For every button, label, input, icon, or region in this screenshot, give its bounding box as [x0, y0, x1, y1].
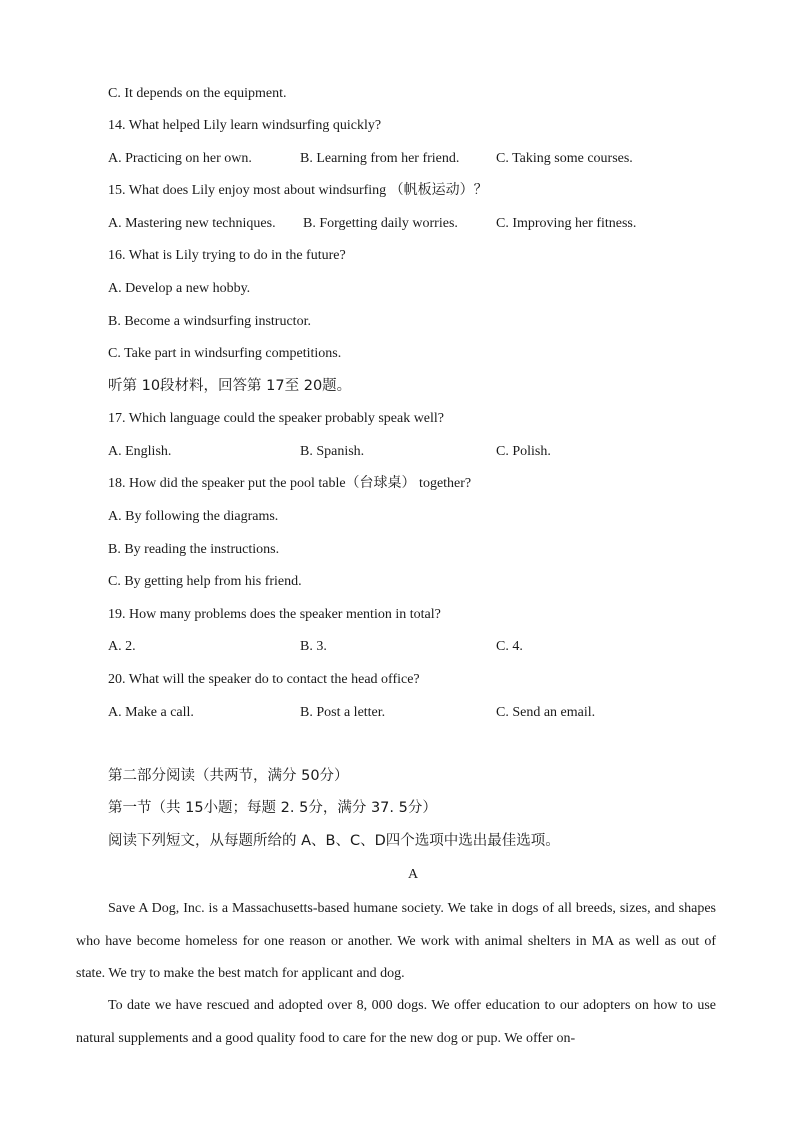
- q15-option-b: B. Forgetting daily worries.: [303, 216, 458, 231]
- material-10-instruction: 听第 10段材料，回答第 17至 20题。: [108, 378, 352, 394]
- passage-paragraph-2: To date we have rescued and adopted over 8, 000 dogs. We offer education to our adopters on how to use natural supplements and a good quality food to care for the new dog or pup. We offer on-: [76, 998, 716, 1046]
- q20-option-b: B. Post a letter.: [300, 705, 386, 720]
- q17-option-b: B. Spanish.: [300, 444, 365, 459]
- q14-option-c: C. Taking some courses.: [496, 151, 633, 166]
- q15-option-a: A. Mastering new techniques.: [108, 216, 276, 231]
- q15-question: 15. What does Lily enjoy most about windsurfing （帆板运动）？: [108, 183, 488, 198]
- q20-option-c: C. Send an email.: [496, 705, 596, 720]
- passage-paragraph-1: Save A Dog, Inc. is a Massachusetts-based humane society. We take in dogs of all breeds, sizes, and shapes who have become homeless for one reason or another. We work with animal shelters in MA as well as out of state. We try to make the best match for applicant and dog.: [76, 901, 716, 982]
- q18-option-b: B. By reading the instructions.: [108, 542, 280, 557]
- q18-question: 18. How did the speaker put the pool table（台球桌） together?: [108, 476, 472, 491]
- q18-option-a: A. By following the diagrams.: [108, 509, 279, 524]
- q16-option-b: B. Become a windsurfing instructor.: [108, 314, 311, 329]
- part2-heading: 第二部分阅读（共两节，满分 50分）: [108, 768, 349, 784]
- q16-question: 16. What is Lily trying to do in the future?: [108, 248, 346, 263]
- q13-option-c: C. It depends on the equipment.: [108, 86, 287, 101]
- q14-option-b: B. Learning from her friend.: [300, 151, 460, 166]
- q20-option-a: A. Make a call.: [108, 705, 194, 720]
- q15-option-c: C. Improving her fitness.: [496, 216, 637, 231]
- q19-option-c: C. 4.: [496, 639, 523, 654]
- q20-question: 20. What will the speaker do to contact the head office?: [108, 672, 420, 687]
- q19-option-b: B. 3.: [300, 639, 327, 654]
- q17-option-a: A. English.: [108, 444, 172, 459]
- q16-option-a: A. Develop a new hobby.: [108, 281, 251, 296]
- q14-question: 14. What helped Lily learn windsurfing quickly?: [108, 118, 382, 133]
- q16-option-c: C. Take part in windsurfing competitions.: [108, 346, 342, 361]
- reading-instruction: 阅读下列短文，从每题所给的 A、B、C、D四个选项中选出最佳选项。: [108, 833, 560, 849]
- q19-question: 19. How many problems does the speaker mention in total?: [108, 607, 441, 622]
- passage-label: A: [407, 867, 419, 882]
- q18-option-c: C. By getting help from his friend.: [108, 574, 302, 589]
- q17-option-c: C. Polish.: [496, 444, 551, 459]
- q14-option-a: A. Practicing on her own.: [108, 151, 252, 166]
- q17-question: 17. Which language could the speaker probably speak well?: [108, 411, 445, 426]
- section1-heading: 第一节（共 15小题；每题 2. 5分，满分 37. 5分）: [108, 800, 437, 816]
- q19-option-a: A. 2.: [108, 639, 136, 654]
